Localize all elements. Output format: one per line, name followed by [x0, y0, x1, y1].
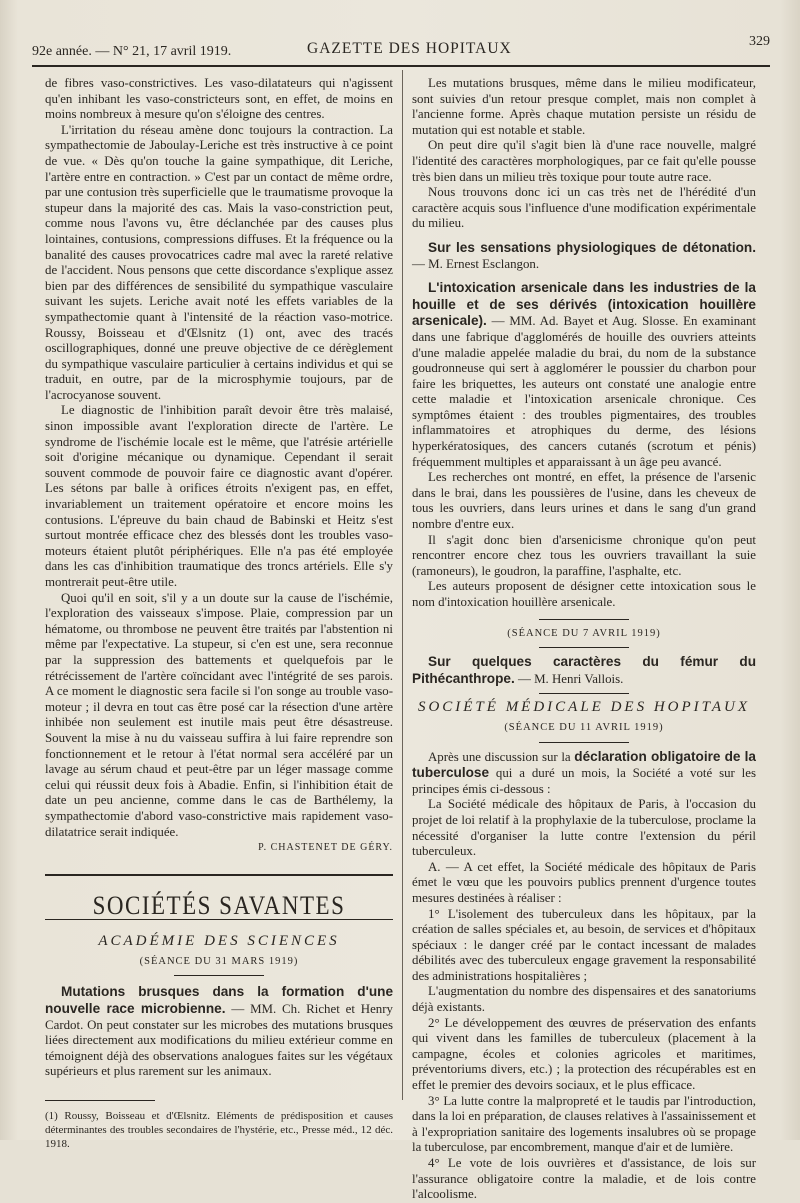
article-heading: Mutations brusques dans la formation d'une nouvelle race microbienne.	[45, 984, 393, 1017]
section-rule	[45, 874, 393, 876]
session-date: (SÉANCE DU 11 AVRIL 1919)	[504, 721, 664, 733]
article-body: — MM. Ad. Bayet et Aug. Slosse. En examinant dans une fabrique d'agglomérés de houille des ouvriers atteints d'une maladie appelée maladie du brai, du nom de la substance goudronneuse qui sert à agglomérer le poussier du charbon pour faire les briquettes, les auteurs ont constaté une analogie entre cette maladie et l'intoxication arsenicale chronique. Ces symptômes étaient : des troubles pigmentaires, des troubles inflammatoires et atrophiques du derme, des lésions hyperkératosiques, des cancers cutanés (scrotum et pénis) fréquemment multiples et apparaissant à un âge peu avancé.	[412, 314, 756, 469]
paragraph: A. — A cet effet, la Société médicale des hôpitaux de Paris émet le vœu que les pouvoirs publics prennent d'urgence toutes mesures destinées à réaliser :	[412, 859, 756, 905]
paragraph: L'augmentation du nombre des dispensaires et des sanatoriums déjà existants.	[412, 984, 756, 1015]
society-title: SOCIÉTÉ MÉDICALE DES HOPITAUX	[417, 699, 751, 716]
author-signature: P. CHASTENET DE GÉRY.	[258, 842, 393, 854]
article-authors: — MM. Ch. Richet et Henry Cardot.	[45, 1002, 393, 1032]
footnote-rule	[45, 1100, 155, 1101]
paragraph: Les mutations brusques, même dans le milieu modificateur, sont suivies d'un retour presque complet, mais non complet à l'ancienne forme. Après chaque mutation persiste un résidu de mutation qui est notable et stable.	[412, 76, 756, 137]
bold-phrase: déclaration obligatoire de la tuberculose	[412, 748, 756, 781]
paragraph: 3° La lutte contre la malpropreté et le taudis par l'introduction, dans la loi en préparation, de clauses relatives à l'assainissement et à l'expropriation sanitaire des logements insalubres où se propage la tuberculose, par encombrement, manque d'air et de lumière.	[412, 1093, 756, 1155]
session-date: (SÉANCE DU 7 AVRIL 1919)	[507, 627, 661, 639]
text-fragment: Après une discussion sur la	[428, 749, 575, 764]
paragraph: 4° Le vote de lois ouvrières et d'assistance, de lois sur l'assurance obligatoire contre la maladie, et de lois contre l'alcoolisme.	[412, 1156, 756, 1202]
article	[412, 280, 756, 470]
header-rule	[32, 65, 770, 67]
short-rule	[539, 647, 629, 648]
paragraph: Le diagnostic de l'inhibition paraît devoir être très malaisé, sinon impossible avant l'exploration directe de l'artère. Le syndrome de l'ischémie locale est le même, que l'atrésie artérielle soit d'origine mécanique ou dynamique. Cependant il serait souvent commode de pouvoir faire ce diagnostic avant d'opérer. Les sétons par balle à orifices étroits n'exigent pas, en effet, invariablement un traitement opératoire et encore moins les contusions. L'épreuve du bain chaud de Babinski et Heitz s'est surtout montrée efficace chez des blessés dont les troubles vaso-moteurs étaient plutôt périphériques. Elle n'a pas été employée dans les cas d'inhibition traumatique des troncs artériels. Elle s'y montrerait peut-être utile.	[45, 403, 393, 589]
paragraph: L'irritation du réseau amène donc toujours la contraction. La sympathectomie de Jaboulay-Leriche est très instructive à ce point de vue. « Dès qu'on touche la gaine sympathique, dit Leriche, l'artère entre en contraction. » C'est par un contact de même ordre, par une contusion très superficielle que le traumatisme provoque la stupeur dans la majorité des cas. Mais la vaso-constriction peut, comme nous l'avons vu, être déclanchée par des causes plus lointaines, contusions, compressions diffuses. Et la fréquence ou la banalité des causes provocatrices cadre mal avec la rareté relative de l'accident. Nous pensons que cette discordance s'explique assez bien par des différences de sensibilité du sympathique vasculaire suivant les sujets. Leriche avait noté les effets variables de la sympathectomie quant à l'intensité de la réaction vaso-motrice. Roussy, Boisseau et d'Œlsnitz (1) ont, avec des tracés oscillographiques, donné une preuve objective de ce dérèglement du sympathique vasculaire particulier à certains individus et qui se traduit, en outre, par de la microsphymie toujours, par de l'acrocyanose souvent.	[45, 122, 393, 402]
article-body: On peut constater sur les microbes des mutations brusques liées directement aux modifications du milieu extérieur comme en témoignent déjà des observations analogues faites sur les végétaux supérieurs et plus rarement sur les animaux.	[45, 1017, 393, 1079]
article-authors: — M. Ernest Esclangon.	[412, 256, 540, 271]
article	[412, 240, 756, 272]
page-header	[32, 34, 770, 62]
journal-title: GAZETTE DES HOPITAUX	[307, 40, 512, 57]
article-authors: — M. Henri Vallois.	[514, 671, 624, 686]
short-rule	[539, 742, 629, 743]
paragraph: La Société médicale des hôpitaux de Paris, à l'occasion du projet de loi relatif à la prophylaxie de la tuberculose, proclame la nécessité d'organiser la lutte contre l'extension du péril tuberculeux.	[412, 797, 756, 859]
page-number: 329	[749, 34, 770, 49]
paragraph: Nous trouvons donc ici un cas très net de l'hérédité d'un caractère acquis sous l'influence d'une modification expérimentale du milieu.	[412, 185, 756, 231]
paragraph: Il s'agit donc bien d'arsenicisme chronique qu'on peut rencontrer encore chez tous les ouvriers travaillant la suie (ramoneurs), le goudron, la paraffine, l'asphalte, etc.	[412, 532, 756, 578]
text-fragment: qui a duré un mois, la Société a voté sur les principes émis ci-dessous :	[412, 766, 756, 796]
paragraph: Les auteurs proposent de désigner cette intoxication sous le nom d'intoxication houillère arsenicale.	[412, 579, 756, 609]
short-rule	[539, 619, 629, 620]
paragraph: On peut dire qu'il s'agit bien là d'une race nouvelle, malgré l'identité des caractères morphologiques, par ce fait qu'elle pousse très bien dans un milieu très toxique pour toute autre race.	[412, 138, 756, 184]
short-rule	[174, 975, 264, 976]
session-date: (SÉANCE DU 31 MARS 1919)	[139, 955, 299, 967]
issue-info: 92e année. — N° 21, 17 avril 1919.	[32, 44, 232, 59]
footnote: (1) Roussy, Boisseau et d'Œlsnitz. Eléments de prédisposition et causes déterminantes des troubles secondaires de l'hystérie, etc., Presse méd., 12 déc. 1918.	[45, 1110, 393, 1151]
column-divider	[402, 70, 403, 1100]
paragraph: de fibres vaso-constrictives. Les vaso-dilatateurs qui n'agissent qu'en inhibant les vaso-constricteurs sont, en effet, de moins en moins nombreux à mesure qu'on s'éloigne des centres.	[45, 76, 393, 122]
paragraph	[412, 749, 756, 798]
article-heading: L'intoxication arsenicale dans les industries de la houille et de ses dérivés (intoxication houillère arsenicale).	[412, 280, 756, 329]
right-column	[412, 76, 756, 1203]
paragraph: 1° L'isolement des tuberculeux dans les hôpitaux, par la création de salles spéciales et, au besoin, de services et d'hôpitaux spéciaux : le danger créé par le contact incessant de malades débilités avec des tuberculeux engage gravement la responsabilité des administrations hospitalières ;	[412, 906, 756, 983]
section-heading: SOCIÉTÉS SAVANTES	[92, 890, 346, 920]
article-heading: Sur quelques caractères du fémur du Pithécanthrope.	[412, 654, 756, 686]
paragraph: Les recherches ont montré, en effet, la présence de l'arsenic dans le brai, dans les poussières de l'usine, dans les cheveux de tous les ouvriers, dans leurs urines et dans le sang d'un grand nombre d'entre eux.	[412, 470, 756, 532]
paragraph: 2° Le développement des œuvres de préservation des enfants qui vivent dans les familles de tuberculeux (placement à la campagne, écoles et colonies agricoles et maritimes, préventoriums divers, etc.) ; la protection des récupérables est en effet le premier des devoirs sociaux, et le plus efficace.	[412, 1015, 756, 1093]
article	[412, 654, 756, 687]
society-title: ACADÉMIE DES SCIENCES	[98, 933, 340, 950]
article	[45, 984, 393, 1080]
left-column	[45, 76, 393, 1151]
short-rule	[539, 693, 629, 694]
article-heading: Sur les sensations physiologiques de détonation.	[428, 239, 756, 255]
paragraph: Quoi qu'il en soit, s'il y a un doute sur la cause de l'ischémie, l'exploration des vaisseaux s'impose. Plaie, compression par un hématome, ou thrombose ne peuvent être traités par l'abstention ni même par l'expectative. La stupeur, si c'en est une, sera reconnue par la suppression des battements et quelquefois par le rétrécissement de l'artère coïncidant avec l'intégrité de ses parois. A ce moment le diagnostic sera facile si l'on songe au trouble vaso-moteur ; il devra en tout cas être posé car la résection d'une artère inhibée non seulement est inutile mais peut être désastreuse. Souvent la mise à nu du vaisseau suffira à lui faire reprendre son fonctionnement et le retour à l'état normal sera accéléré par un lavage au sérum chaud et peut-être par un léger massage comme celui qui réussit deux fois à Abadie. Enfin, si l'inhibition était de date un peu ancienne, comme dans le cas de Barthélemy, la sympathectomie d'abord vaso-constrictive mais rapidement vaso-dilatatrice serait indiquée.	[45, 590, 393, 839]
